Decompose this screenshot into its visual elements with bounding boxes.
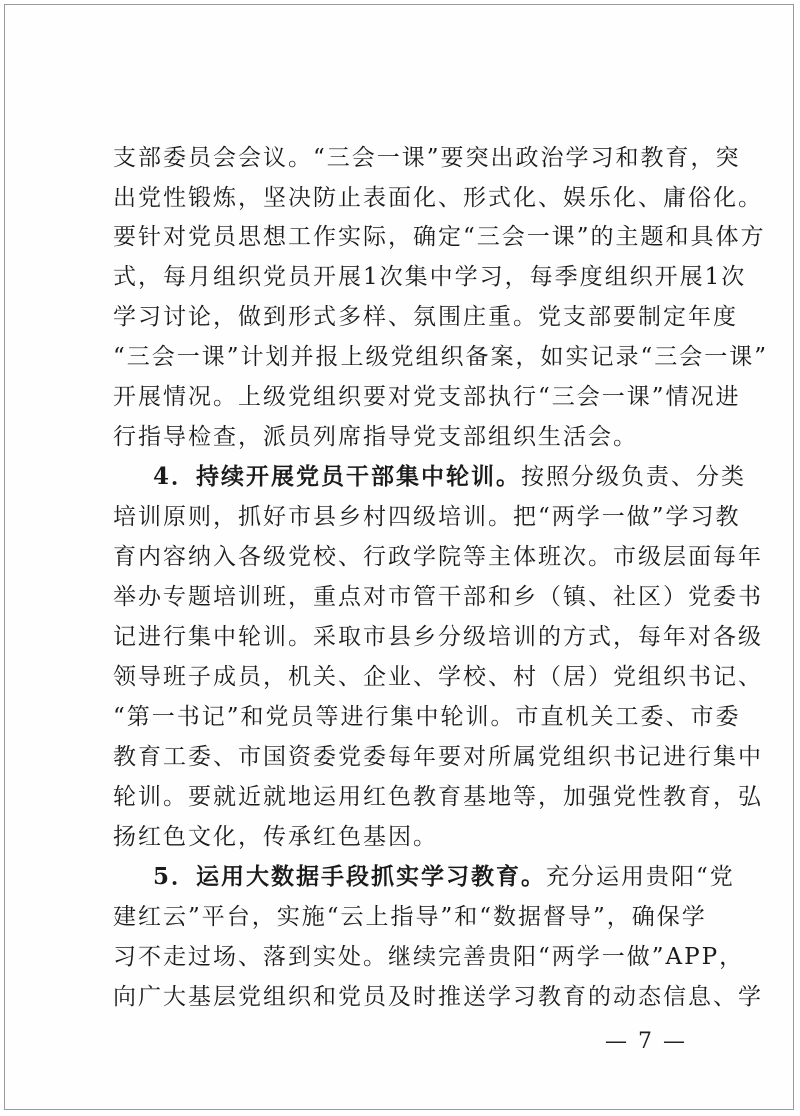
text-line: 扬红色文化，传承红色基因。: [113, 824, 438, 850]
section-5-intro: 充分运用贵阳“党: [546, 864, 735, 890]
text-line: 要针对党员思想工作实际，确定“三会一课”的主题和具体方: [113, 224, 766, 250]
text-line: 习不走过场、落到实处。继续完善贵阳“两学一做”APP，: [113, 944, 745, 970]
text-line: 行指导检查，派员列席指导党支部组织生活会。: [113, 424, 638, 450]
text-line: 培训原则，抓好市县乡村四级培训。把“两学一做”学习教: [113, 504, 741, 530]
text-line: 记进行集中轮训。采取市县乡分级培训的方式，每年对各级: [113, 624, 763, 650]
text-line: 育内容纳入各级党校、行政学院等主体班次。市级层面每年: [113, 544, 763, 570]
text-line: 教育工委、市国资委党委每年要对所属党组织书记进行集中: [113, 744, 763, 770]
text-line: “第一书记”和党员等进行集中轮训。市直机关工委、市委: [113, 704, 741, 730]
text-line: 学习讨论，做到形式多样、氛围庄重。党支部要制定年度: [113, 304, 738, 330]
text-line: 领导班子成员，机关、企业、学校、村（居）党组织书记、: [113, 664, 763, 690]
text-line: 开展情况。上级党组织要对党支部执行“三会一课”情况进: [113, 384, 741, 410]
document-page: [4, 4, 794, 1110]
text-line: 出党性锻炼，坚决防止表面化、形式化、娱乐化、庸俗化。: [113, 185, 763, 211]
section-4-first-line: [153, 462, 747, 492]
page-number: — 7 —: [605, 1029, 687, 1054]
text-line: 式，每月组织党员开展1次集中学习，每季度组织开展1次: [113, 264, 747, 290]
section-4-intro: 按照分级负责、分类: [521, 464, 747, 490]
section-5-first-line: [153, 862, 735, 892]
text-line: 向广大基层党组织和党员及时推送学习教育的动态信息、学: [113, 984, 763, 1010]
section-4-heading: 4．持续开展党员干部集中轮训。: [153, 463, 522, 490]
text-line: 支部委员会会议。“三会一课”要突出政治学习和教育，突: [113, 145, 741, 171]
text-line: “三会一课”计划并报上级党组织备案，如实记录“三会一课”: [113, 344, 769, 370]
text-line: 轮训。要就近就地运用红色教育基地等，加强党性教育，弘: [113, 784, 763, 810]
section-5-heading: 5．运用大数据手段抓实学习教育。: [153, 863, 547, 890]
text-line: 建红云”平台，实施“云上指导”和“数据督导”，确保学: [113, 904, 707, 930]
text-line: 举办专题培训班，重点对市管干部和乡（镇、社区）党委书: [113, 584, 763, 610]
